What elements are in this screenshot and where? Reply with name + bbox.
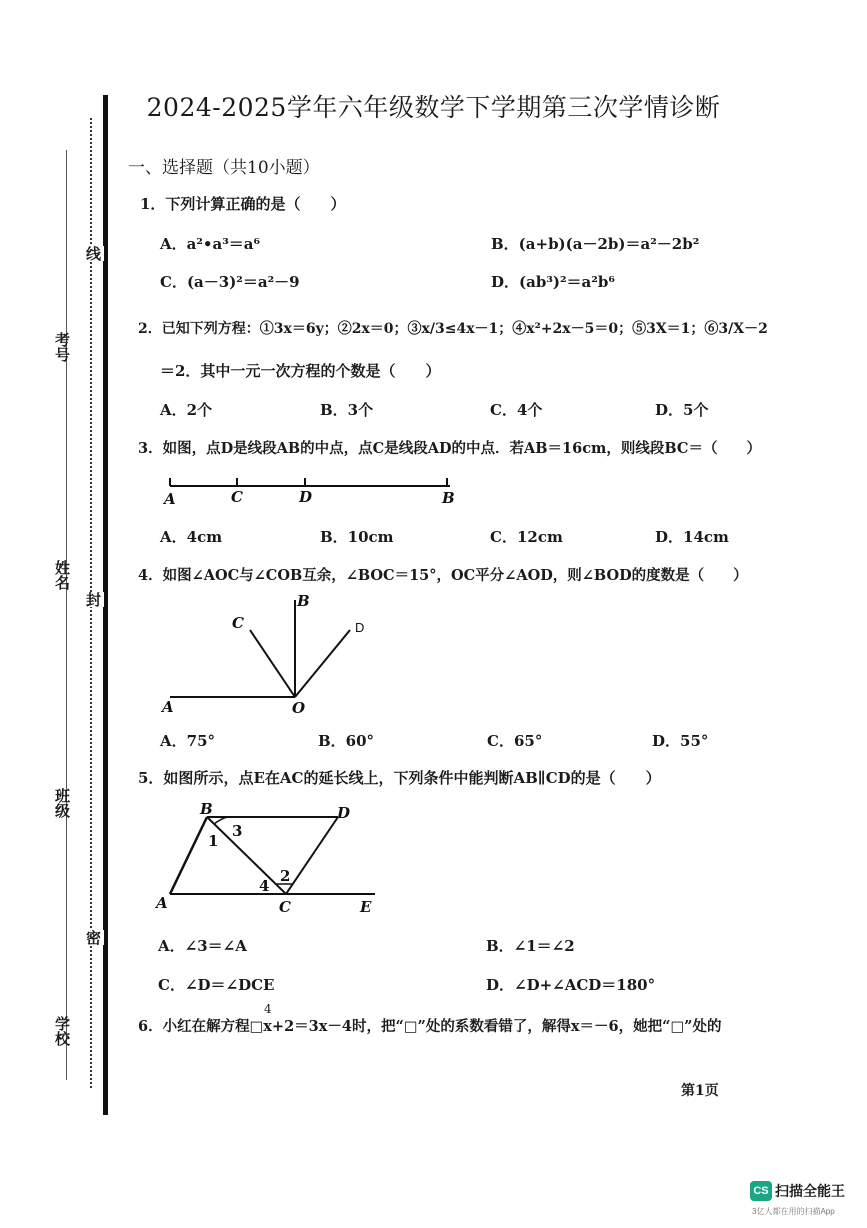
page-number: 第1页 [681, 1083, 719, 1099]
q5-angle-2: 2 [280, 867, 291, 885]
q5-option-a: A．∠3＝∠A [158, 937, 247, 955]
q3-stem: 3．如图，点D是线段AB的中点，点C是线段AD的中点．若AB＝16cm，则线段BC＝（ ） [138, 440, 761, 457]
q3-option-a: A．4cm [160, 528, 223, 546]
q3-label-c: C [231, 488, 243, 506]
q5-parallel-figure [150, 800, 390, 920]
side-label-xingming: 姓名 [53, 560, 71, 590]
q3-label-b: B [442, 489, 455, 507]
q1-option-a: A．a²•a³＝a⁶ [160, 235, 261, 253]
q4-label-d: D [355, 620, 365, 635]
q5-label-a: A [156, 894, 168, 912]
q6-stem: 6．小红在解方程□x+2＝3x－4时，把“□”处的系数看错了，解得x＝－6，她把“□”处的 [138, 1018, 722, 1035]
q4-option-d: D．55° [652, 732, 709, 750]
q5-label-d: D [337, 804, 351, 822]
side-label-xuexiao: 学校 [53, 1016, 71, 1046]
q4-option-b: B．60° [318, 732, 375, 750]
q3-option-c: C．12cm [490, 528, 563, 546]
q3-line-segment-figure [150, 470, 470, 510]
q1-option-d: D．(ab³)²＝a²b⁶ [491, 273, 615, 291]
q4-label-c: C [232, 614, 244, 632]
q5-option-d: D．∠D+∠ACD＝180° [486, 976, 656, 994]
q4-label-a: A [162, 698, 174, 716]
q5-label-e: E [360, 898, 372, 916]
q4-label-b: B [297, 592, 310, 610]
section-heading: 一、选择题（共10小题） [128, 158, 320, 178]
q1-stem: 1．下列计算正确的是（ ） [140, 195, 346, 213]
q2-option-d: D．5个 [655, 401, 709, 419]
side-mark-xian: 线 [84, 246, 102, 261]
q2-option-b: B．3个 [320, 401, 374, 419]
q5-option-c: C．∠D＝∠DCE [158, 976, 275, 994]
scanner-watermark [750, 1181, 845, 1201]
scanner-logo-icon: CS [750, 1181, 772, 1201]
side-mark-feng: 封 [84, 592, 102, 607]
q5-angle-1: 1 [208, 832, 219, 850]
q2-option-c: C．4个 [490, 401, 543, 419]
q4-option-c: C．65° [487, 732, 543, 750]
side-mark-mi: 密 [84, 930, 102, 945]
q5-option-b: B．∠1＝∠2 [486, 937, 575, 955]
scanner-name: 扫描全能王 [775, 1183, 845, 1199]
q3-option-d: D．14cm [655, 528, 729, 546]
q1-option-b: B．(a+b)(a－2b)＝a²－2b² [491, 235, 700, 253]
q5-label-b: B [200, 800, 213, 818]
q2-stem-line2: ＝2．其中一元一次方程的个数是（ ） [160, 362, 441, 380]
q4-label-o: O [292, 699, 306, 717]
q1-option-c: C．(a－3)²＝a²－9 [160, 273, 300, 291]
q2-option-a: A．2个 [160, 401, 213, 419]
q4-stem: 4．如图∠AOC与∠COB互余，∠BOC＝15°，OC平分∠AOD，则∠BOD的度数是（ ） [138, 567, 748, 584]
q2-stem-line1: 2．已知下列方程：①3x＝6y；②2x＝0；③x/3≤4x－1；④x²+2x－5＝0；⑤3X＝1；⑥3/X－2 [138, 321, 768, 337]
q5-stem: 5．如图所示，点E在AC的延长线上，下列条件中能判断AB∥CD的是（ ） [138, 769, 661, 787]
page-title: 2024-2025学年六年级数学下学期第三次学情诊断 [146, 93, 721, 122]
side-label-banji: 班级 [53, 788, 71, 818]
scanner-tagline: 3亿人都在用的扫描App [752, 1207, 835, 1216]
q5-angle-3: 3 [232, 822, 243, 840]
q4-angle-figure [150, 590, 380, 720]
q3-label-a: A [164, 490, 176, 508]
q6-handwritten-mark: 4 [264, 1002, 272, 1016]
q4-option-a: A．75° [160, 732, 216, 750]
side-label-kaohao: 考号 [53, 332, 71, 362]
q5-label-c: C [279, 898, 291, 916]
dotted-side-line [66, 150, 67, 1080]
q5-angle-4: 4 [259, 877, 270, 895]
q3-label-d: D [299, 488, 313, 506]
q3-option-b: B．10cm [320, 528, 394, 546]
